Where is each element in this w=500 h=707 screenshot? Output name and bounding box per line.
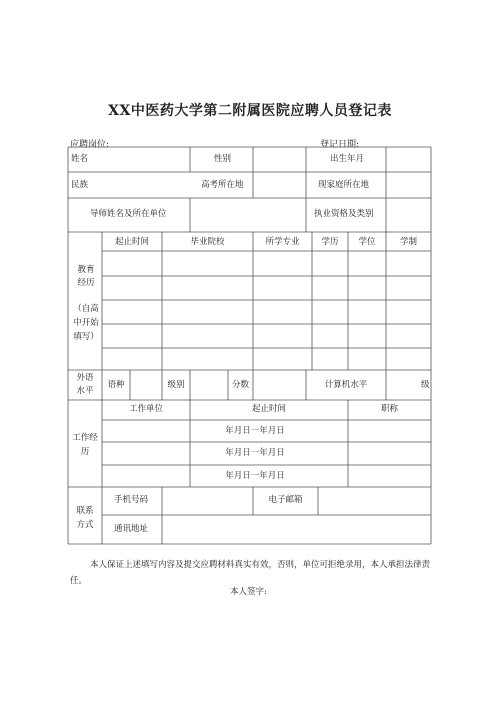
edu-header-degree: 学位 xyxy=(358,237,376,247)
home-location-label: 现家庭所在地 xyxy=(318,180,370,190)
language-label-line1: 外语 xyxy=(76,373,94,383)
work-period-header: 起止时间 xyxy=(251,404,286,414)
work-title-header: 职称 xyxy=(380,404,398,414)
work-period-row-3: 年月日一年月日 xyxy=(225,471,285,481)
gaokao-location-label: 高考所在地 xyxy=(201,180,244,190)
guarantee-statement: 本人保证上述填写内容及提交应聘材料真实有效，否则，单位可拒绝录用，本人承担法律责任。 xyxy=(70,560,431,586)
work-org-header: 工作单位 xyxy=(128,404,163,414)
signature-label: 本人签字: xyxy=(230,587,267,597)
edu-header-education: 学历 xyxy=(321,237,339,247)
computer-level-label: 计算机水平 xyxy=(324,380,368,390)
email-label: 电子邮箱 xyxy=(268,495,303,505)
language-type-label: 语种 xyxy=(107,380,125,390)
qualification-label: 执业资格及类别 xyxy=(314,209,374,219)
work-label-line1: 工作经 xyxy=(72,433,98,443)
language-label-line2: 水平 xyxy=(76,386,94,396)
birth-label: 出生年月 xyxy=(330,154,365,164)
contact-label-line2: 方式 xyxy=(76,520,94,530)
contact-label-line1: 联系 xyxy=(76,506,94,516)
edu-header-major: 所学专业 xyxy=(265,237,300,247)
work-period-row-2: 年月日一年月日 xyxy=(225,448,285,458)
work-period-row-1: 年月日一年月日 xyxy=(225,426,285,436)
edu-header-period: 起止时间 xyxy=(114,237,149,247)
edu-header-length: 学制 xyxy=(399,237,417,247)
address-label: 通讯地址 xyxy=(114,524,149,534)
language-score-label: 分数 xyxy=(231,380,249,390)
position-label: 应聘岗位: xyxy=(70,140,110,150)
ethnicity-label: 民族 xyxy=(71,180,89,190)
education-label-line3: （自高 xyxy=(73,304,99,314)
mentor-label: 导师姓名及所在单位 xyxy=(90,209,167,219)
name-label: 姓名 xyxy=(71,154,89,164)
phone-label: 手机号码 xyxy=(114,495,149,505)
education-label-line5: 填写） xyxy=(73,332,99,342)
gender-label: 性别 xyxy=(214,154,232,164)
language-level-label: 级别 xyxy=(167,380,185,390)
education-label-line1: 教育 xyxy=(77,265,95,275)
date-label: 登记日期: xyxy=(320,140,360,150)
edu-header-school: 毕业院校 xyxy=(190,237,225,247)
form-title: XX中医药大学第二附属医院应聘人员登记表 xyxy=(108,103,392,119)
education-label-line4: 中开始 xyxy=(73,318,99,328)
work-label-line2: 历 xyxy=(80,447,90,457)
computer-grade-suffix: 级 xyxy=(421,380,430,390)
education-label-line2: 经历 xyxy=(77,278,95,288)
